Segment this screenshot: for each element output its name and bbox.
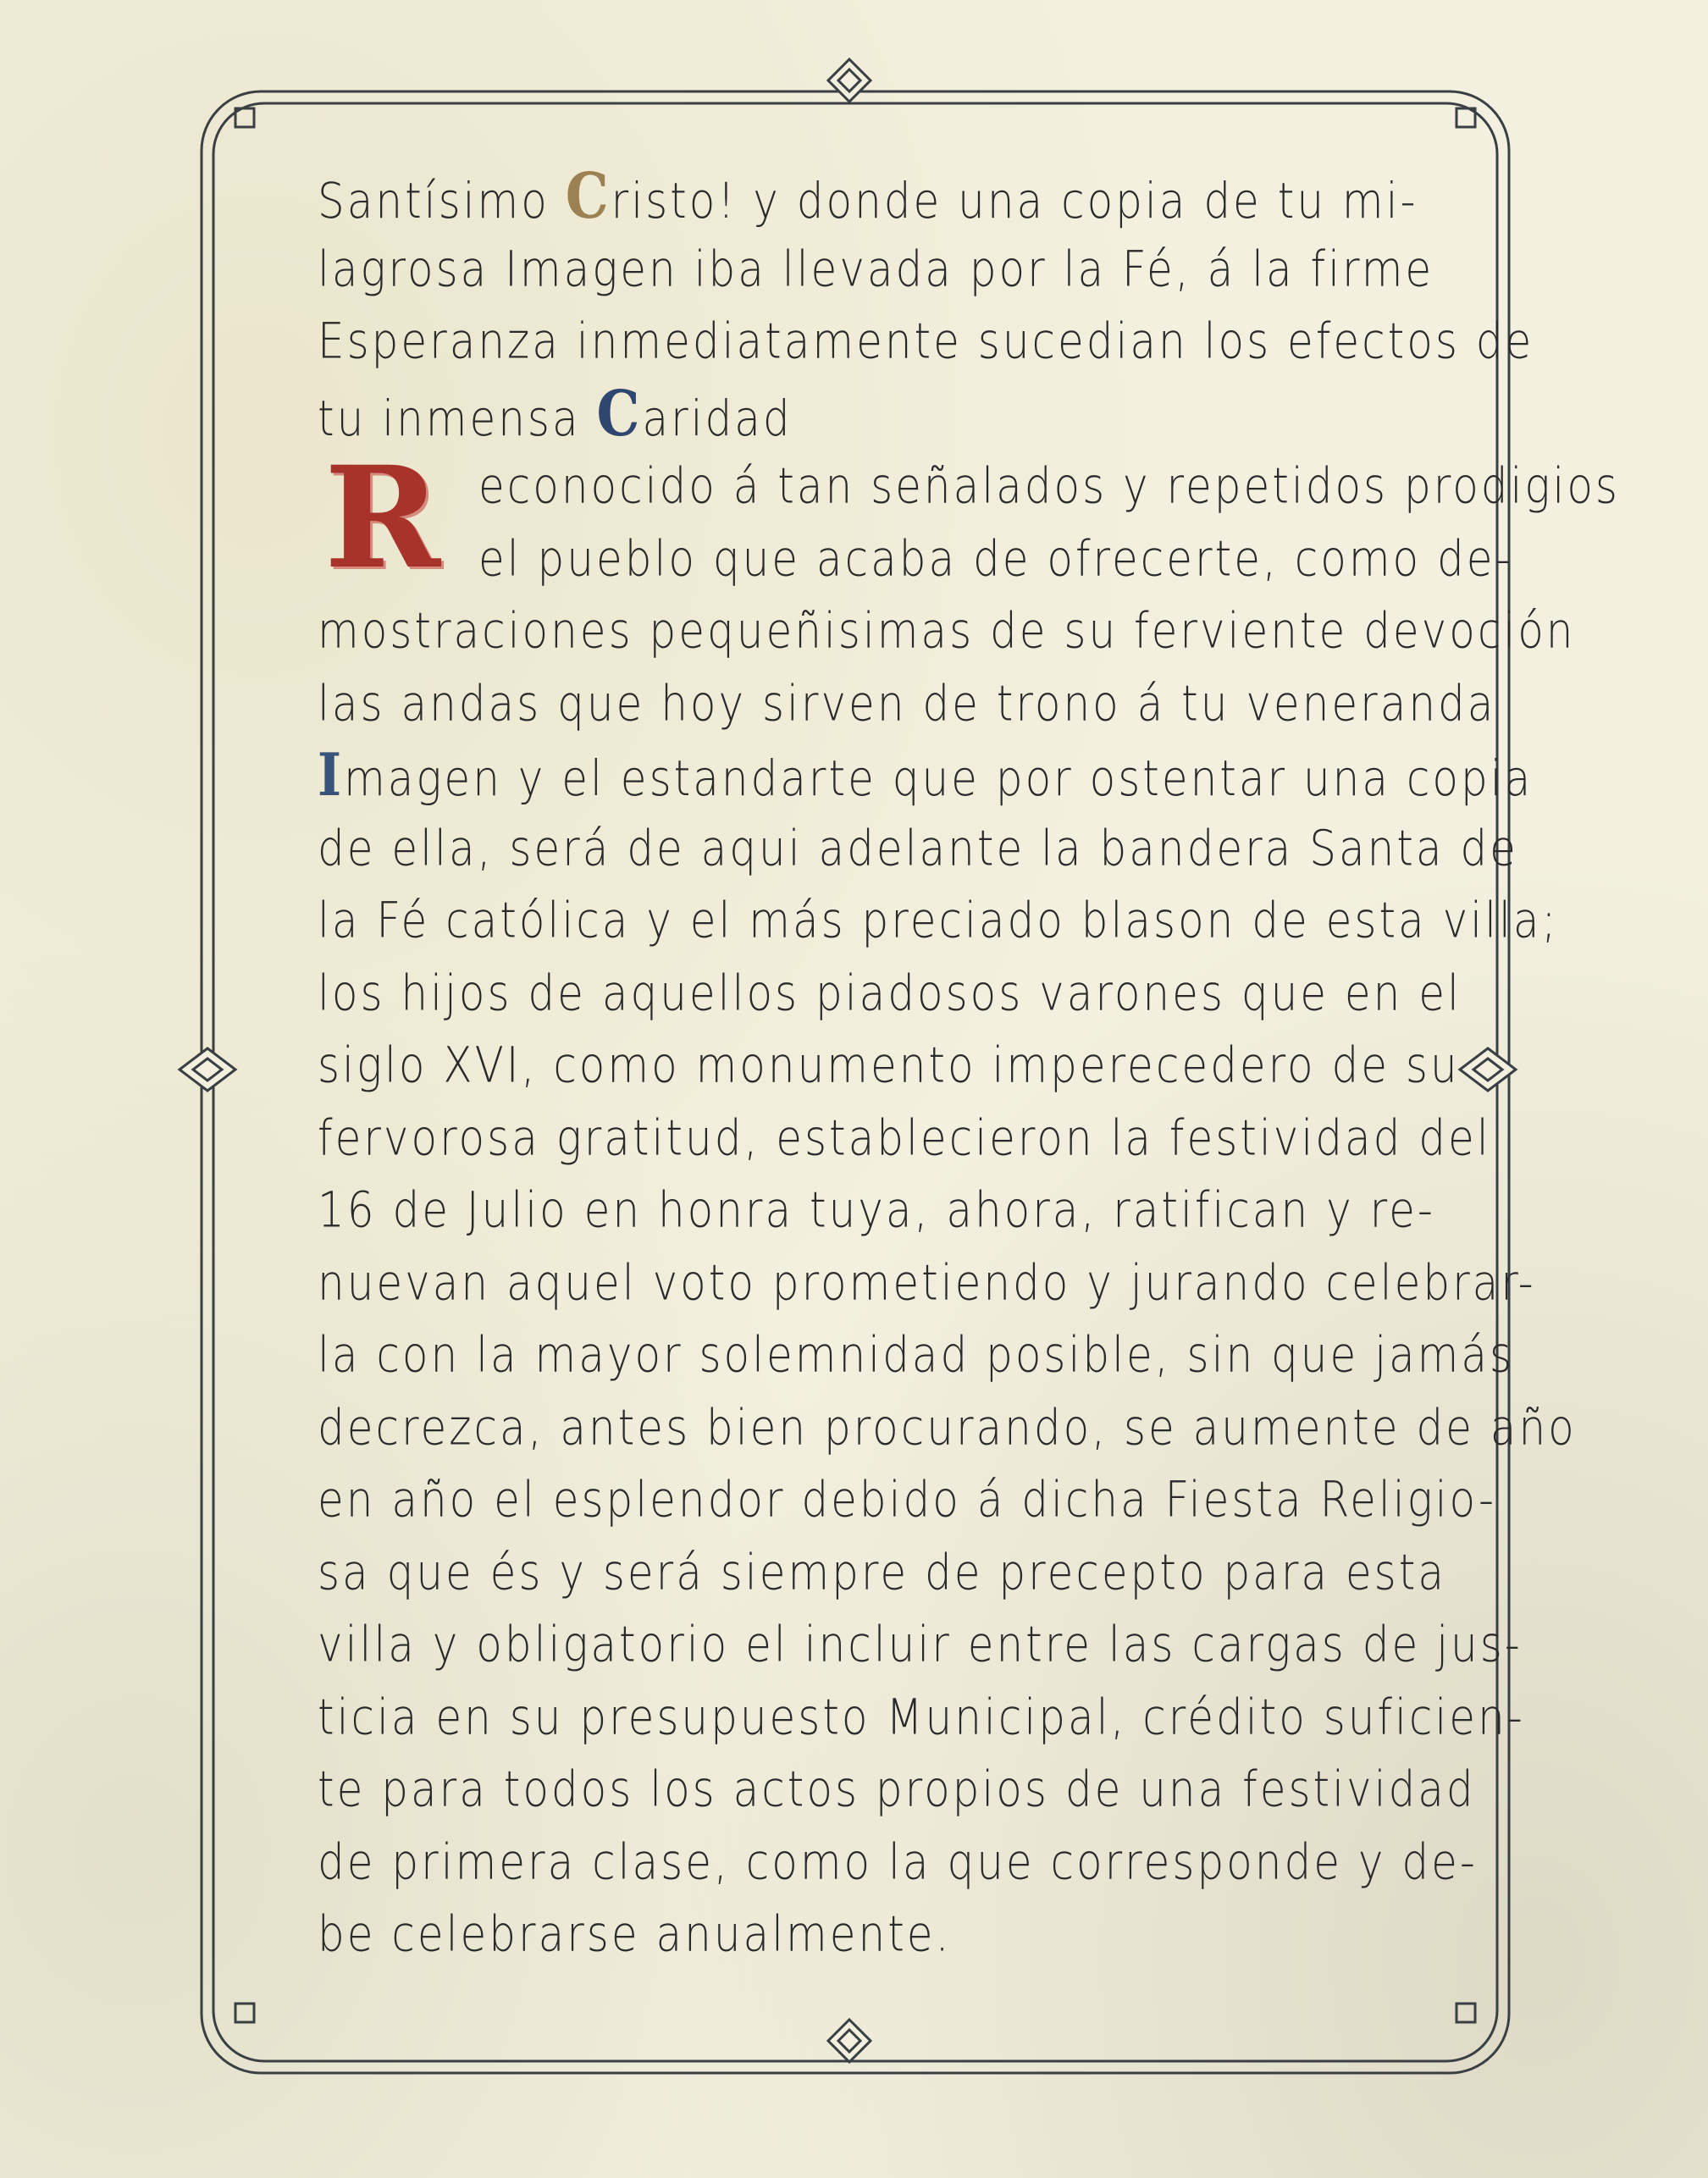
bottom-diamond-ornament: [828, 2020, 871, 2062]
illuminated-drop-cap: R: [324, 435, 441, 600]
text-line: lagrosa Imagen iba llevada por la Fé, á la firme: [318, 240, 1434, 297]
text-line: Santísimo Cristo! y donde una copia de tu mi-: [318, 156, 1410, 239]
decorated-initial: C: [596, 377, 643, 451]
text-line: en año el esplendor debido á dicha Fiesta Religio-: [318, 1471, 1497, 1528]
text-line: los hijos de aquellos piadosos varones que en el: [318, 965, 1462, 1021]
text-line: siglo XVI, como monumento imperecedero de su: [318, 1036, 1460, 1094]
right-diamond-ornament: [1460, 1048, 1516, 1091]
decorated-initial: C: [565, 160, 611, 234]
manuscript-text: [318, 160, 1620, 1971]
top-diamond-ornament: [828, 59, 871, 102]
text-line: tu inmensa Caridad: [318, 373, 1410, 456]
text-line: las andas que hoy sirven de trono á tu veneranda: [318, 675, 1496, 732]
text-line: el pueblo que acaba de ofrecerte, como de-: [478, 530, 1513, 587]
text-line: te para todos los actos propios de una festividad: [318, 1761, 1476, 1818]
text-line: decrezca, antes bien procurando, se aumente de año: [318, 1399, 1577, 1456]
text-line: be celebrarse anualmente.: [318, 1905, 952, 1963]
text-line: ticia en su presupuesto Municipal, crédito suficien-: [318, 1689, 1525, 1745]
decorated-initial: I: [318, 741, 345, 810]
text-line: sa que és y será siempre de precepto para esta: [318, 1544, 1446, 1600]
text-line: mostraciones pequeñisimas de su ferviente devoción: [318, 602, 1576, 660]
text-line: Esperanza inmediatamente sucedian los efectos de: [318, 312, 1534, 370]
text-line: de primera clase, como la que corresponde y de-: [318, 1833, 1478, 1890]
left-diamond-ornament: [180, 1048, 235, 1091]
text-line: la Fé católica y el más preciado blason de esta villa;: [318, 892, 1559, 949]
text-line: de ella, será de aqui adelante la bandera Santa de: [318, 820, 1518, 876]
text-line: nuevan aquel voto prometiendo y jurando celebrar-: [318, 1254, 1536, 1311]
text-line: fervorosa gratitud, establecieron la festividad del: [318, 1109, 1491, 1166]
text-line: econocido á tan señalados y repetidos prodigios: [478, 457, 1620, 515]
text-line: 16 de Julio en honra tuya, ahora, ratifican y re-: [318, 1181, 1435, 1239]
text-line: Imagen y el estandarte que por ostentar una copia: [318, 735, 1410, 818]
text-line: villa y obligatorio el incluir entre las cargas de jus-: [318, 1616, 1523, 1673]
text-line: la con la mayor solemnidad posible, sin que jamás: [318, 1326, 1515, 1384]
